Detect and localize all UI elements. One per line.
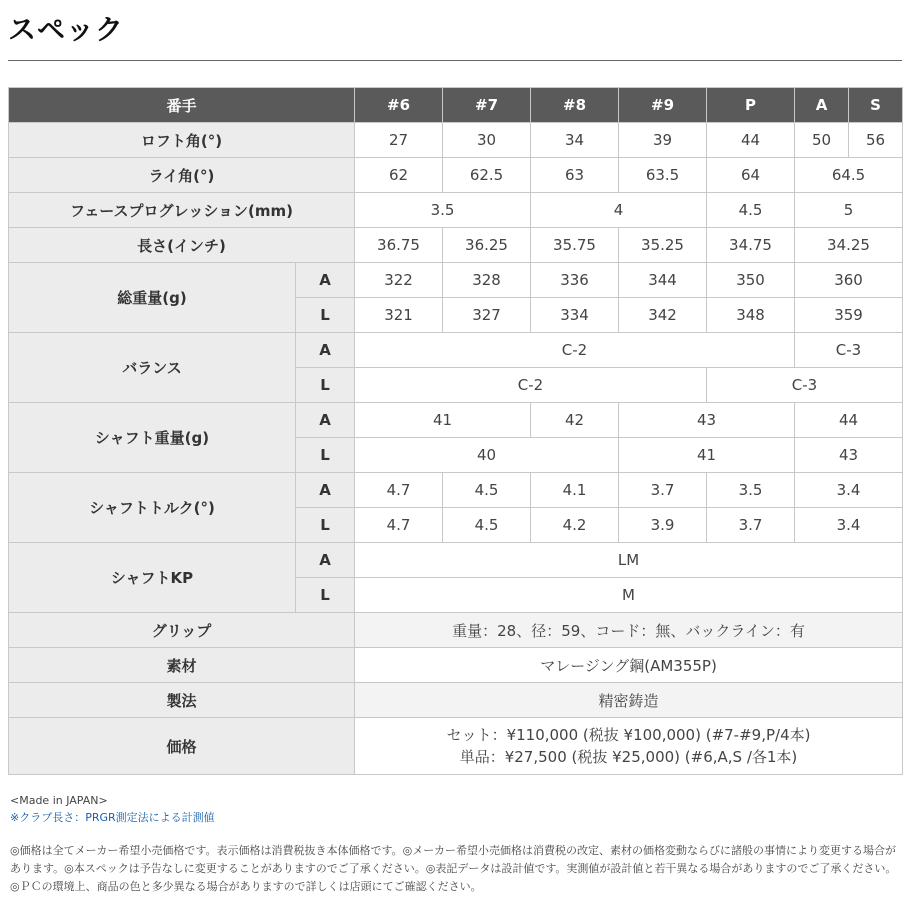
cell: 64.5 [795,158,903,193]
sub-label: A [296,263,355,298]
notes [10,792,215,826]
cell: 4.1 [531,473,619,508]
cell: 3.4 [795,508,903,543]
sub-label: A [296,403,355,438]
length-row [9,228,903,263]
material-row [9,648,903,683]
cell: 4.5 [443,508,531,543]
sub-label: A [296,543,355,578]
disclaimer: ◎価格は全てメーカー希望小売価格です。表示価格は消費税抜き本体価格です。◎メーカー希望小売価格は消費税の改定、素材の価格変動ならびに諸般の事情により変更する場合があります。◎本スペックは予告なしに変更することがありますのでご了承ください。◎表記データは設計値です。実測値が設計値と若干異なる場合がありますのでご了承ください。◎ＰＣの環境上、商品の色と多少異なる場合がありますので詳しくは店頭にてご確認ください。 [10,844,897,893]
cell: 43 [619,403,795,438]
lie-row [9,158,903,193]
cell: 41 [355,403,531,438]
cell: 4.5 [707,193,795,228]
cell: 40 [355,438,619,473]
cell: マレージング鋼(AM355P) [355,648,903,683]
price-row [9,718,903,775]
cell: 4.7 [355,473,443,508]
row-label: 製法 [9,683,355,718]
cell: 43 [795,438,903,473]
cell: 350 [707,263,795,298]
cell: 5 [795,193,903,228]
price-single: 単品：¥27,500 (税抜 ¥25,000) (#6,A,S /各1本) [459,748,798,766]
cell: 3.7 [707,508,795,543]
shaft-kp-row-a [9,543,903,578]
cell: 34.25 [795,228,903,263]
header-col: S [849,88,903,123]
cell: 44 [707,123,795,158]
cell: 35.75 [531,228,619,263]
shaft-torque-row-a [9,473,903,508]
cell: 重量：28、径：59、コード：無、バックライン：有 [355,613,903,648]
header-col: A [795,88,849,123]
total-weight-row-a [9,263,903,298]
row-label: シャフトKP [9,543,296,613]
row-label: バランス [9,333,296,403]
cell: 322 [355,263,443,298]
cell: 精密鋳造 [355,683,903,718]
cell: 321 [355,298,443,333]
header-club-label: 番手 [9,88,355,123]
cell: 63 [531,158,619,193]
row-label: 総重量(g) [9,263,296,333]
cell: 4.2 [531,508,619,543]
cell: 334 [531,298,619,333]
cell: 4.5 [443,473,531,508]
header-col: #6 [355,88,443,123]
row-label: シャフト重量(g) [9,403,296,473]
cell: 39 [619,123,707,158]
header-row [9,88,903,123]
method-row [9,683,903,718]
cell: 35.25 [619,228,707,263]
cell: 359 [795,298,903,333]
header-col: P [707,88,795,123]
cell: 328 [443,263,531,298]
cell: 4 [531,193,707,228]
cell: M [355,578,903,613]
spec-table [8,87,903,775]
cell: 342 [619,298,707,333]
price-set: セット：¥110,000 (税抜 ¥100,000) (#7-#9,P/4本) [446,726,811,744]
cell: C-2 [355,368,707,403]
row-label: ライ角(°) [9,158,355,193]
sub-label: L [296,578,355,613]
cell: 36.25 [443,228,531,263]
cell: 64 [707,158,795,193]
cell: 34.75 [707,228,795,263]
shaft-weight-row-a [9,403,903,438]
cell: 62 [355,158,443,193]
cell: 62.5 [443,158,531,193]
title-divider [8,60,902,61]
cell: C-2 [355,333,795,368]
balance-row-a [9,333,903,368]
made-in-note: <Made in JAPAN> [10,794,108,807]
face-progression-row [9,193,903,228]
header-col: #9 [619,88,707,123]
row-label: フェースプログレッション(mm) [9,193,355,228]
cell: 336 [531,263,619,298]
cell: C-3 [707,368,903,403]
cell: 30 [443,123,531,158]
cell: 44 [795,403,903,438]
row-label: 価格 [9,718,355,775]
cell: 36.75 [355,228,443,263]
loft-row [9,123,903,158]
cell: 3.5 [355,193,531,228]
row-label: 長さ(インチ) [9,228,355,263]
sub-label: A [296,473,355,508]
page-title: スペック [8,13,125,46]
header-col: #7 [443,88,531,123]
cell: C-3 [795,333,903,368]
header-col: #8 [531,88,619,123]
sub-label: L [296,298,355,333]
price-cell [355,718,903,775]
cell: 4.7 [355,508,443,543]
cell: 3.9 [619,508,707,543]
cell: 327 [443,298,531,333]
cell: 42 [531,403,619,438]
sub-label: L [296,438,355,473]
cell: 34 [531,123,619,158]
cell: 50 [795,123,849,158]
cell: 56 [849,123,903,158]
cell: 360 [795,263,903,298]
club-length-note: ※クラブ長さ：PRGR測定法による計測値 [10,811,215,824]
cell: LM [355,543,903,578]
row-label: シャフトトルク(°) [9,473,296,543]
grip-row [9,613,903,648]
row-label: 素材 [9,648,355,683]
cell: 3.4 [795,473,903,508]
cell: 348 [707,298,795,333]
cell: 3.5 [707,473,795,508]
cell: 27 [355,123,443,158]
cell: 41 [619,438,795,473]
cell: 344 [619,263,707,298]
cell: 63.5 [619,158,707,193]
row-label: グリップ [9,613,355,648]
row-label: ロフト角(°) [9,123,355,158]
sub-label: A [296,333,355,368]
sub-label: L [296,368,355,403]
sub-label: L [296,508,355,543]
cell: 3.7 [619,473,707,508]
